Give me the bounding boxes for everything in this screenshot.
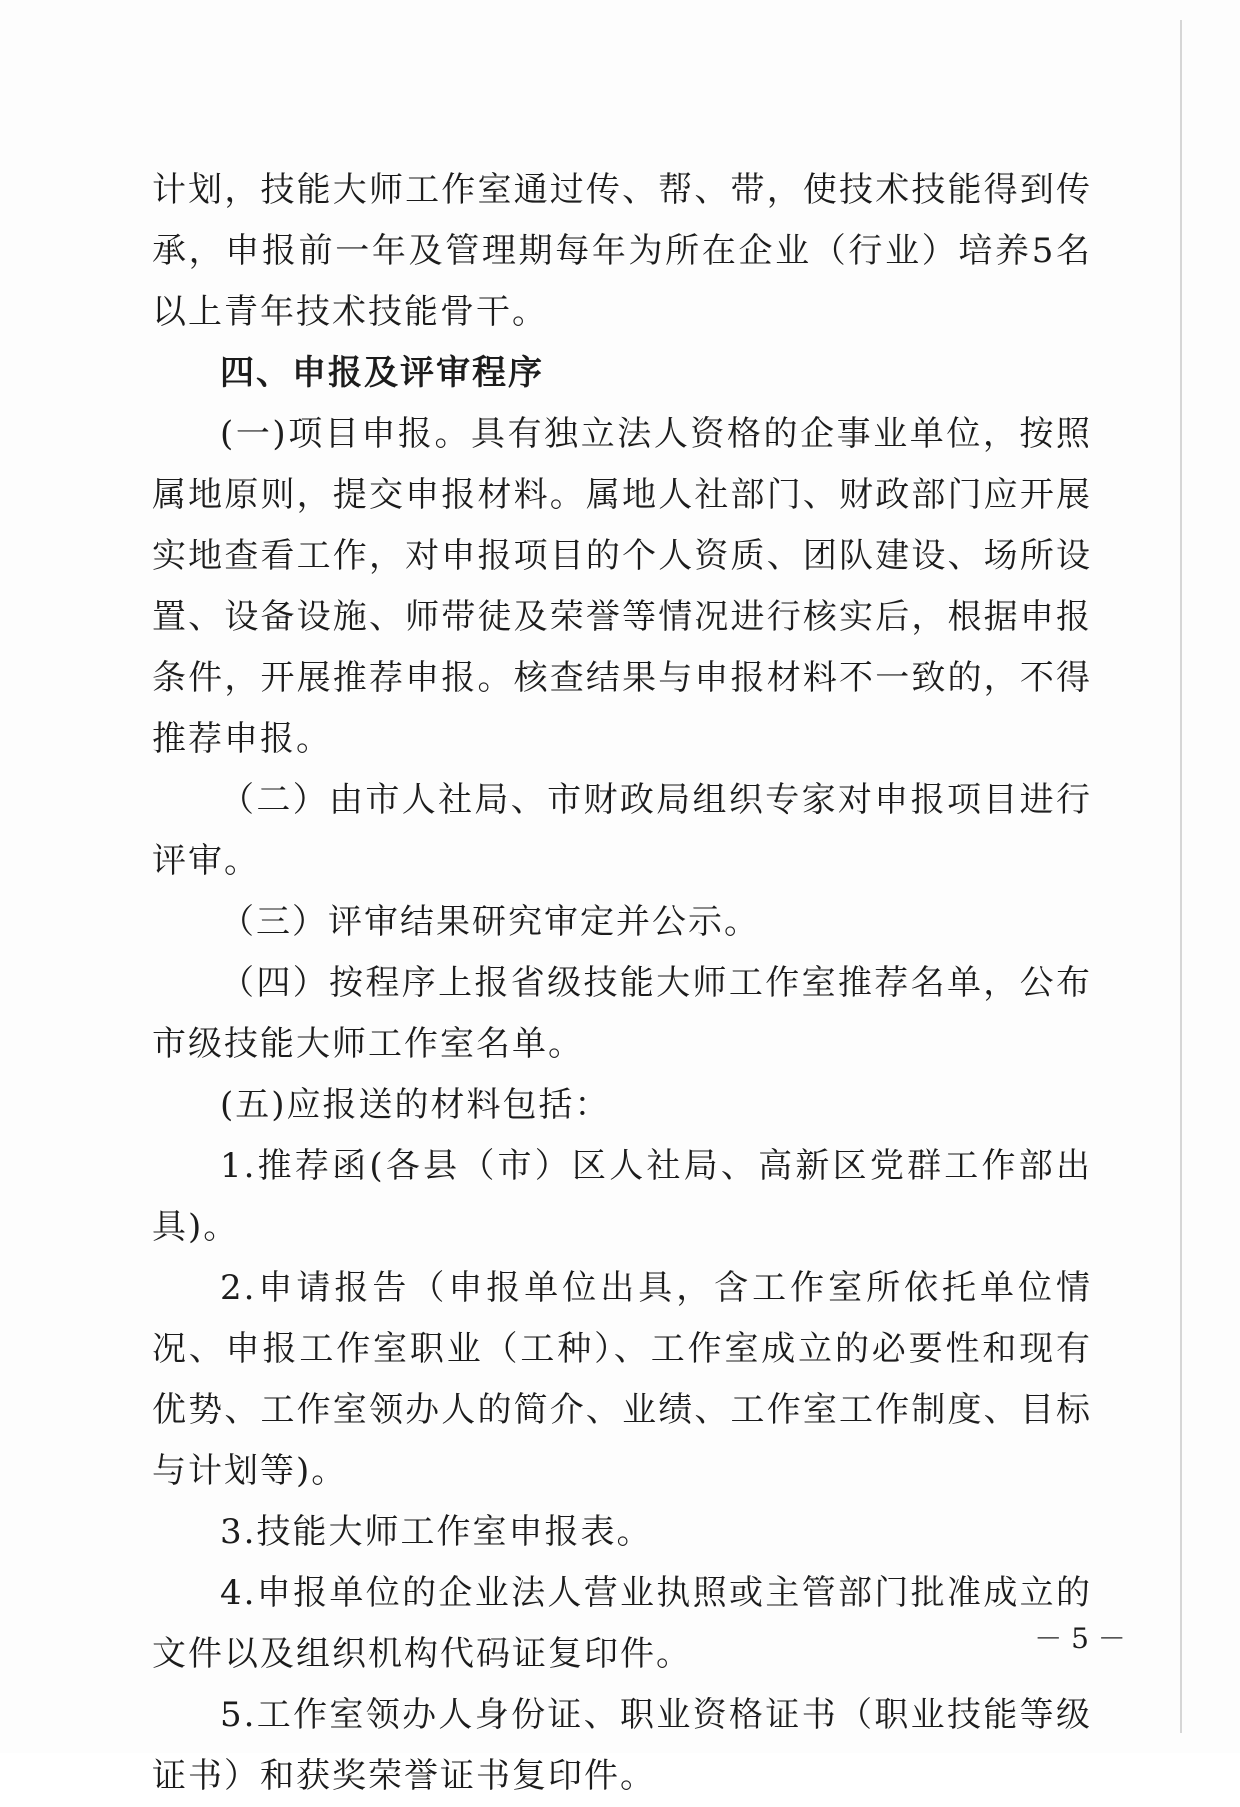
paragraph-continuation: 计划，技能大师工作室通过传、帮、带，使技术技能得到传承，申报前一年及管理期每年为所在企业（行业）培养5名以上青年技术技能骨干。 [152,170,1092,332]
material-item-1: 1.推荐函(各县（市）区人社局、高新区党群工作部出具)。 [152,1146,1092,1247]
scan-edge-line [1180,20,1182,1733]
document-body [152,160,1092,1807]
paragraph-item-3: （三）评审结果研究审定并公示。 [220,902,760,942]
paragraph-item-5: (五)应报送的材料包括： [220,1085,611,1125]
paragraph-item-2: （二）由市人社局、市财政局组织专家对申报项目进行评审。 [152,780,1092,881]
material-item-2: 2.申请报告（申报单位出具，含工作室所依托单位情况、申报工作室职业（工种）、工作室成立的必要性和现有优势、工作室领办人的简介、业绩、工作室工作制度、目标与计划等)。 [152,1268,1092,1491]
paragraph-item-4: （四）按程序上报省级技能大师工作室推荐名单，公布市级技能大师工作室名单。 [152,963,1092,1064]
material-item-5: 5.工作室领办人身份证、职业资格证书（职业技能等级证书）和获奖荣誉证书复印件。 [152,1695,1092,1796]
page-number: － 5 － [1034,1622,1126,1655]
section-heading: 四、申报及评审程序 [220,353,544,393]
paragraph-item-1: (一)项目申报。具有独立法人资格的企事业单位，按照属地原则，提交申报材料。属地人社部门、财政部门应开展实地查看工作，对申报项目的个人资质、团队建设、场所设置、设备设施、师带徒及荣誉等情况进行核实后，根据申报条件，开展推荐申报。核查结果与申报材料不一致的，不得推荐申报。 [152,414,1092,759]
material-item-4: 4.申报单位的企业法人营业执照或主管部门批准成立的文件以及组织机构代码证复印件。 [152,1573,1092,1674]
material-item-3: 3.技能大师工作室申报表。 [220,1512,653,1552]
